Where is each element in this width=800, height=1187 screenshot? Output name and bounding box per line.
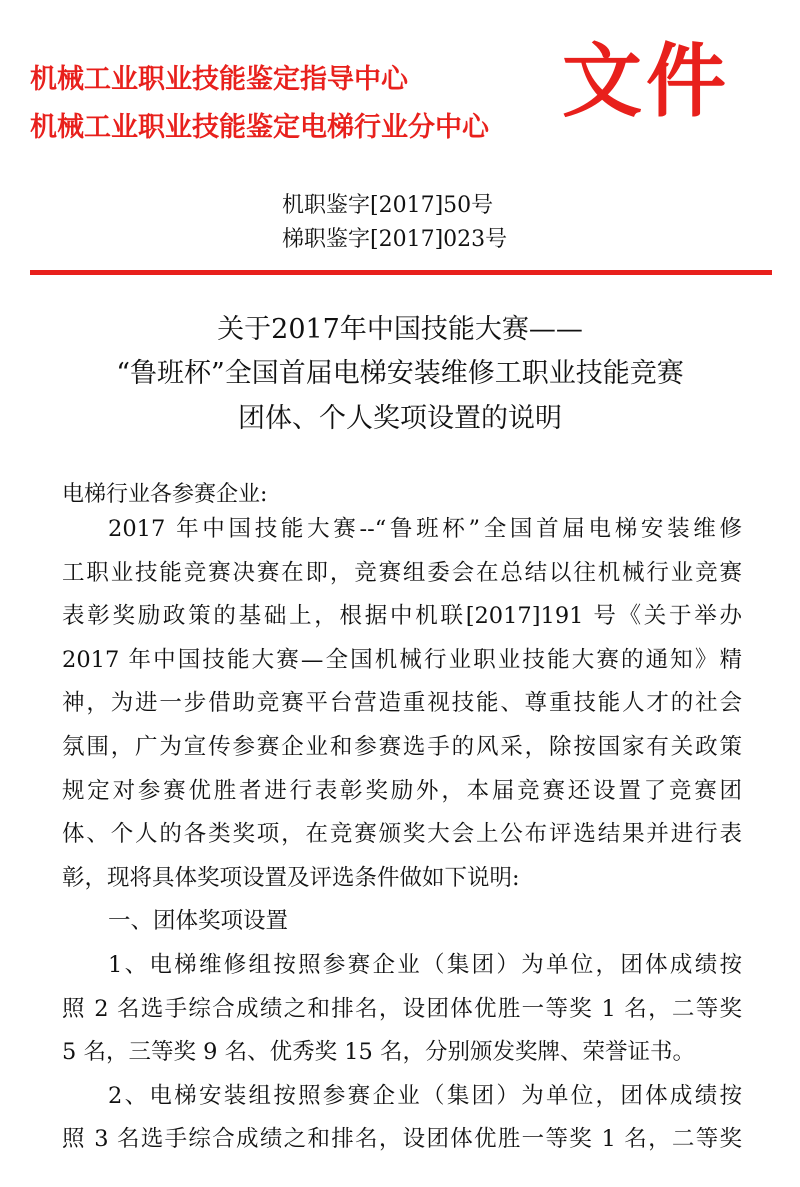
body-line: 2、电梯安装组按照参赛企业（集团）为单位，团体成绩按 (108, 1082, 742, 1109)
body-line: 1、电梯维修组按照参赛企业（集团）为单位，团体成绩按 (108, 951, 742, 978)
document-number-2: 梯职鉴字[2017]023号 (282, 227, 508, 252)
document-label: 文件 (562, 35, 730, 128)
title-line-3: 团体、个人奖项设置的说明 (238, 403, 562, 434)
document-number-1: 机职鉴字[2017]50号 (282, 193, 494, 218)
body-line: 规定对参赛优胜者进行表彰奖励外，本届竞赛还设置了竞赛团 (62, 777, 742, 804)
body-line: 氛围，广为宣传参赛企业和参赛选手的风采，除按国家有关政策 (62, 733, 742, 760)
body-line: 照 3 名选手综合成绩之和排名，设团体优胜一等奖 1 名，二等奖 (62, 1126, 742, 1153)
body-line: 体、个人的各类奖项，在竞赛颁奖大会上公布评选结果并进行表 (62, 821, 742, 848)
body-line: 工职业技能竞赛决赛在即，竞赛组委会在总结以往机械行业竞赛 (62, 559, 742, 586)
body-text (62, 508, 742, 1162)
title-line-1: 关于2017年中国技能大赛—— (217, 314, 583, 345)
body-line: 表彰奖励政策的基础上，根据中机联[2017]191 号《关于举办 (62, 603, 742, 630)
issuing-org-line-2: 机械工业职业技能鉴定电梯行业分中心 (30, 112, 489, 143)
header-divider (30, 270, 772, 275)
body-line: 2017 年中国技能大赛--“鲁班杯”全国首届电梯安装维修 (108, 516, 742, 542)
body-line: 5 名，三等奖 9 名、优秀奖 15 名，分别颁发奖牌、荣誉证书。 (62, 1039, 696, 1066)
title-line-2: “鲁班杯”全国首届电梯安装维修工职业技能竞赛 (116, 358, 684, 389)
body-line: 2017 年中国技能大赛—全国机械行业职业技能大赛的通知》精 (62, 646, 742, 673)
salutation: 电梯行业各参赛企业: (62, 482, 268, 507)
body-line: 彰，现将具体奖项设置及评选条件做如下说明: (62, 864, 520, 891)
body-line: 神，为进一步借助竞赛平台营造重视技能、尊重技能人才的社会 (62, 690, 742, 717)
body-line: 照 2 名选手综合成绩之和排名，设团体优胜一等奖 1 名，二等奖 (62, 995, 742, 1022)
section-heading: 一、团体奖项设置 (108, 908, 289, 935)
issuing-org-line-1: 机械工业职业技能鉴定指导中心 (30, 64, 408, 95)
